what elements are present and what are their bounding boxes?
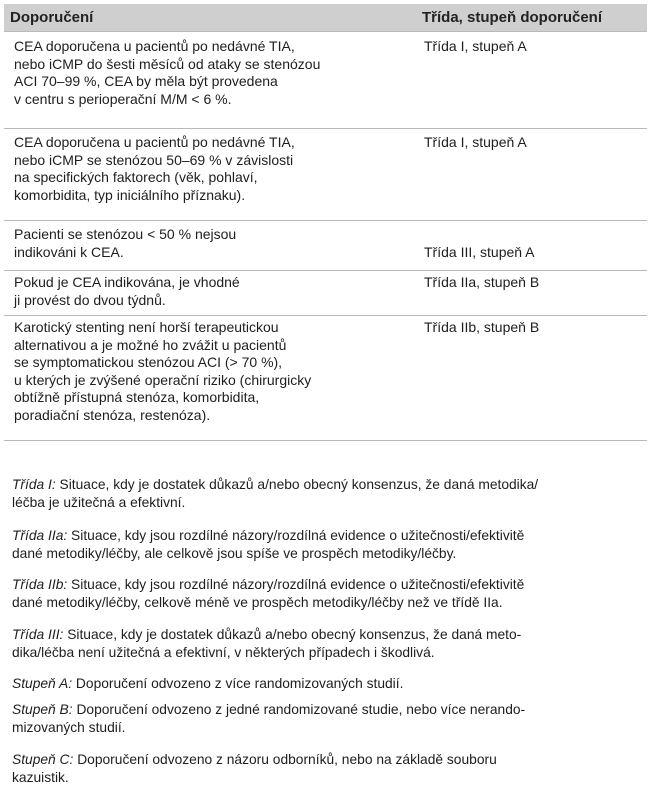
footnote-label: Třída IIa:: [12, 528, 68, 543]
footnote-class-iii: [12, 626, 640, 662]
footnote-class-i: [12, 476, 640, 512]
footnote-text: Doporučení odvozeno z názoru odborníků, nebo na základě souboru kazuistik.: [12, 752, 497, 785]
row-recommendation: Pokud je CEA indikována, je vhodné ji provést do dvou týdnů.: [14, 274, 240, 308]
footnote-class-iia: [12, 527, 640, 563]
table-row: [4, 315, 647, 441]
footnote-text: Situace, kdy je dostatek důkazů a/nebo obecný konsenzus, že daná metodika/ léčba je užitečná a efektivní.: [12, 477, 539, 510]
footnote-text: Situace, kdy jsou rozdílné názory/rozdílná evidence o užitečnosti/efektivitě dané metodiky/léčby, ale celkově jsou spíše ve prospěch metodiky/léčby.: [12, 528, 525, 561]
footnote-label: Stupeň A:: [12, 676, 73, 691]
row-recommendation: Karotický stenting není horší terapeutickou alternativou a je možné ho zvážit u pacientů se symptomatickou stenózou ACI (> 70 %), u kterých je zvýšené operační riziko (chirurgicky obtížně přístupná stenóza, komorbidita, poradiační stenóza, restenóza).: [14, 319, 312, 423]
table-header: [4, 4, 647, 31]
footnote-text: Situace, kdy je dostatek důkazů a/nebo obecný konsenzus, že daná meto- dika/léčba není užitečná a efektivní, v některých případech i škodlivá.: [12, 627, 522, 660]
footnote-grade-a: [12, 675, 640, 693]
table-row: [4, 220, 647, 270]
row-recommendation: Pacienti se stenózou < 50 % nejsou indikováni k CEA.: [14, 226, 237, 260]
footnote-text: Doporučení odvozeno z více randomizovaných studií.: [72, 676, 404, 691]
header-class-grade: Třída, stupeň doporučení: [422, 9, 603, 26]
header-recommendation: Doporučení: [10, 9, 94, 26]
footnote-text: Doporučení odvozeno z jedné randomizované studie, nebo více nerando- mizovaných studií.: [12, 702, 526, 735]
table-row: [4, 128, 647, 220]
footnote-label: Stupeň C:: [12, 752, 74, 767]
footnote-label: Třída I:: [12, 477, 56, 492]
footnote-label: Třída IIb:: [12, 577, 68, 592]
row-class-grade: Třída III, stupeň A: [424, 244, 535, 260]
footnote-label: Stupeň B:: [12, 702, 73, 717]
table-row: [4, 270, 647, 315]
footnote-grade-c: [12, 751, 640, 787]
row-recommendation: CEA doporučena u pacientů po nedávné TIA, nebo iCMP do šesti měsíců od ataky se stenózou ACI 70–99 %, CEA by měla být provedena v centru s perioperační M/M < 6 %.: [14, 38, 321, 107]
footnote-text: Situace, kdy jsou rozdílné názory/rozdílná evidence o užitečnosti/efektivitě dané metodiky/léčby, celkově méně ve prospěch metodiky/léčby než ve třídě IIa.: [12, 577, 525, 610]
row-class-grade: Třída I, stupeň A: [424, 134, 527, 150]
footnote-grade-b: [12, 701, 640, 737]
recommendations-table: [4, 4, 647, 441]
row-class-grade: Třída I, stupeň A: [424, 38, 527, 54]
footnote-label: Třída III:: [12, 627, 64, 642]
footnote-class-iib: [12, 576, 640, 612]
row-class-grade: Třída IIa, stupeň B: [424, 274, 540, 290]
row-recommendation: CEA doporučena u pacientů po nedávné TIA, nebo iCMP se stenózou 50–69 % v závislosti na specifických faktorech (věk, pohlaví, komorbidita, typ iniciálního příznaku).: [14, 134, 295, 203]
row-class-grade: Třída IIb, stupeň B: [424, 319, 540, 335]
table-row: [4, 31, 647, 128]
